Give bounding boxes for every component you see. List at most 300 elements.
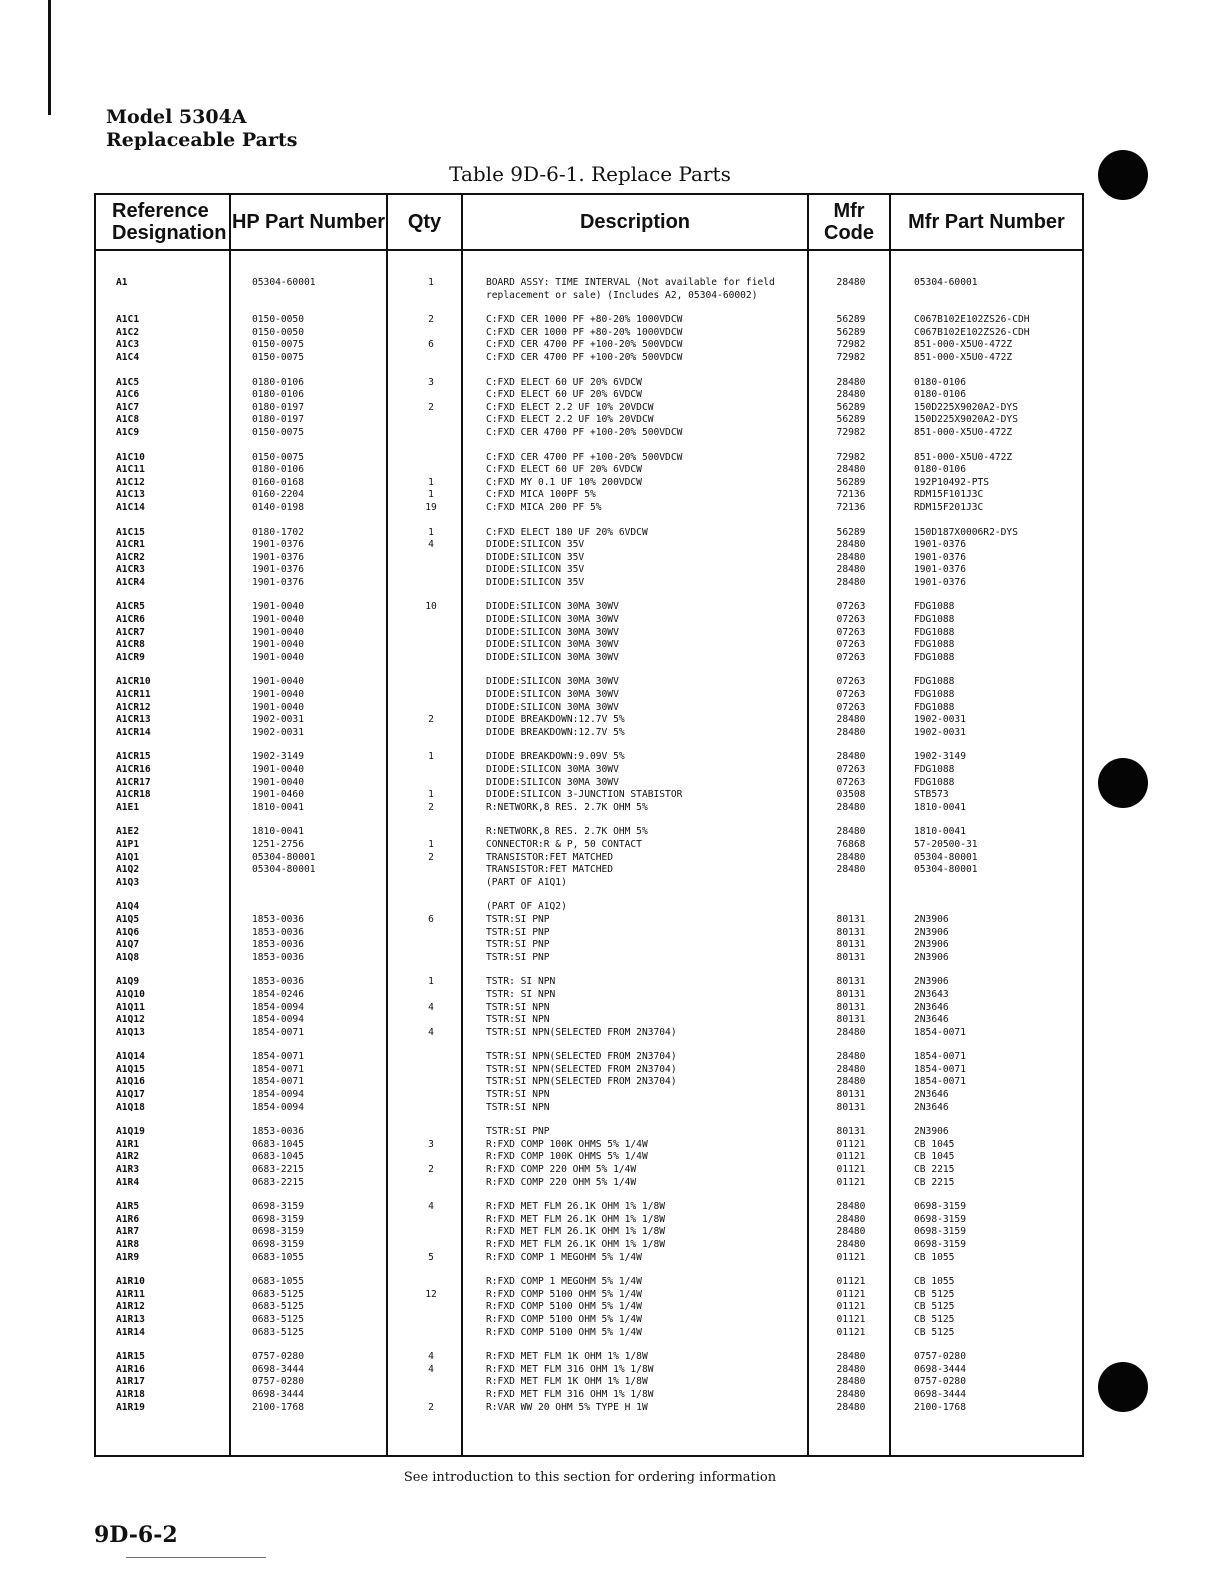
quantity-cell: 4 [428,1363,434,1375]
mfr-part-number-cell: 05304-60001 [914,277,978,288]
mfr-part-number-cell: RDM15F101J3C [914,489,984,501]
hp-part-number-cell: 1901-0460 [252,789,304,801]
reference-designation-cell: A1CR9 [116,651,145,663]
mfr-part-number-cell: CB 5125 [914,1326,955,1338]
quantity-cell: 1 [428,751,434,763]
mfr-code-cell: 28480 [836,1388,866,1400]
description-cell: DIODE:SILICON 35V [486,564,585,576]
mfr-part-number-cell: CB 2215 [914,1164,955,1176]
table-row [96,839,1082,852]
hp-part-number-cell: 0150-0050 [252,314,304,326]
mfr-code-cell: 28480 [836,1239,866,1250]
hp-part-number-cell: 0683-1055 [252,1251,304,1263]
table-row [96,277,1082,290]
description-cell: C:FXD CER 4700 PF +100-20% 500VDCW [486,339,683,351]
quantity-cell: 3 [428,376,434,388]
mfr-code-cell: 28480 [836,826,866,838]
mfr-code-cell: 03508 [836,789,866,801]
description-cell: C:FXD ELECT 60 UF 20% 6VDCW [486,389,642,401]
table-row [96,777,1082,790]
table-row [96,427,1082,440]
reference-designation-cell: A1CR8 [116,639,145,651]
reference-designation-cell: A1CR2 [116,551,145,563]
hp-part-number-cell: 0150-0075 [252,339,304,351]
hp-part-number-cell: 0180-0197 [252,414,304,426]
description-cell: TSTR:SI PNP [486,913,550,925]
reference-designation-cell: A1CR11 [116,689,151,701]
hp-part-number-cell: 1902-3149 [252,751,304,763]
reference-designation-cell: A1CR1 [116,539,145,551]
mfr-code-cell: 72982 [836,451,866,463]
table-row [96,1239,1082,1252]
reference-designation-cell: A1CR10 [116,676,151,688]
description-cell: DIODE:SILICON 35V [486,551,585,563]
description-cell: TSTR:SI NPN(SELECTED FROM 2N3704) [486,1026,677,1038]
description-cell: R:FXD COMP 5100 OHM 5% 1/4W [486,1326,642,1338]
hp-part-number-cell: 1251-2756 [252,838,304,850]
mfr-part-number-cell: FDG1088 [914,701,955,713]
reference-designation-cell: A1R11 [116,1288,145,1300]
hp-part-number-cell: 1854-0071 [252,1076,304,1088]
table-row [96,1027,1082,1040]
mfr-code-cell: 01121 [836,1326,866,1338]
table-row [96,1252,1082,1265]
link-underline [126,1557,266,1558]
reference-designation-cell: A1R3 [116,1164,140,1176]
hp-part-number-cell: 1901-0040 [252,601,304,613]
hp-part-number-cell: 0698-3159 [252,1226,304,1238]
hp-part-number-cell: 1901-0040 [252,701,304,713]
hp-part-number-cell: 0150-0050 [252,326,304,338]
mfr-code-cell: 28480 [836,464,866,476]
hp-part-number-cell: 1854-0246 [252,988,304,1000]
mfr-part-number-cell: CB 2215 [914,1176,955,1188]
description-cell: C:FXD CER 4700 PF +100-20% 500VDCW [486,351,683,363]
table-row [96,702,1082,715]
reference-designation-cell: A1Q17 [116,1089,145,1101]
description-cell: R:NETWORK,8 RES. 2.7K OHM 5% [486,826,648,838]
mfr-code-cell: 07263 [836,676,866,688]
reference-designation-cell: A1R14 [116,1326,145,1338]
mfr-part-number-cell: 1902-0031 [914,726,966,738]
description-cell: TSTR:SI PNP [486,939,550,951]
table-row [96,290,1082,303]
description-cell: R:VAR WW 20 OHM 5% TYPE H 1W [486,1401,648,1413]
hp-part-number-cell: 1854-0071 [252,1063,304,1075]
mfr-code-cell: 01121 [836,1288,866,1300]
mfr-part-number-cell: 851-000-X5U0-472Z [914,426,1013,438]
quantity-cell: 4 [428,1001,434,1013]
hp-part-number-cell: 1853-0036 [252,1126,304,1138]
description-cell: DIODE:SILICON 3-JUNCTION STABISTOR [486,789,683,801]
mfr-part-number-cell: 2N3906 [914,951,949,963]
mfr-code-cell: 28480 [836,1213,866,1225]
hp-part-number-cell: 2100-1768 [252,1401,304,1413]
hp-part-number-cell: 1853-0036 [252,939,304,951]
hp-part-number-cell: 1853-0036 [252,913,304,925]
description-cell: C:FXD CER 1000 PF +80-20% 1000VDCW [486,326,683,338]
mfr-part-number-cell: FDG1088 [914,776,955,788]
description-cell: TSTR:SI NPN(SELECTED FROM 2N3704) [486,1076,677,1088]
table-row [96,714,1082,727]
mfr-code-cell: 28480 [836,714,866,726]
reference-designation-cell: A1R10 [116,1276,145,1288]
reference-designation-cell: A1Q5 [116,913,140,925]
description-cell: C:FXD MICA 200 PF 5% [486,501,602,513]
table-row [96,1301,1082,1314]
mfr-part-number-cell: 2N3906 [914,976,949,988]
mfr-part-number-cell: 0757-0280 [914,1351,966,1363]
quantity-cell: 6 [428,913,434,925]
punch-hole-top [1098,150,1148,200]
reference-designation-cell: A1R8 [116,1239,140,1250]
quantity-cell: 2 [428,401,434,413]
table-row [96,1064,1082,1077]
mfr-code-cell: 01121 [836,1151,866,1163]
table-row [96,914,1082,927]
table-row [96,1177,1082,1190]
mfr-code-cell: 72982 [836,339,866,351]
mfr-part-number-cell: 150D225X9020A2-DYS [914,401,1018,413]
reference-designation-cell: A1Q2 [116,864,140,876]
quantity-cell: 1 [428,976,434,988]
table-row [96,1226,1082,1239]
mfr-code-cell: 01121 [836,1301,866,1313]
quantity-cell: 2 [428,714,434,726]
table-row [96,789,1082,802]
hp-part-number-cell: 1901-0376 [252,551,304,563]
reference-designation-cell: A1Q7 [116,939,140,951]
description-cell: C:FXD CER 4700 PF +100-20% 500VDCW [486,451,683,463]
reference-designation-cell: A1C14 [116,501,145,513]
description-cell: R:FXD COMP 5100 OHM 5% 1/4W [486,1313,642,1325]
reference-designation-cell: A1Q16 [116,1076,145,1088]
hp-part-number-cell: 1854-0094 [252,1101,304,1113]
description-cell: (PART OF A1Q2) [486,901,567,913]
hp-part-number-cell: 0698-3159 [252,1213,304,1225]
reference-designation-cell: A1R19 [116,1401,145,1413]
description-cell: TSTR: SI NPN [486,988,556,1000]
table-row [96,402,1082,415]
reference-designation-cell: A1C6 [116,389,140,401]
description-cell: R:FXD MET FLM 26.1K OHM 1% 1/8W [486,1239,666,1250]
model-title: Model 5304A [106,106,247,128]
mfr-part-number-cell: CB 1045 [914,1138,955,1150]
mfr-part-number-cell: 2N3906 [914,913,949,925]
reference-designation-cell: A1CR17 [116,776,151,788]
hp-part-number-cell: 0683-5125 [252,1301,304,1313]
mfr-part-number-cell: 2100-1768 [914,1401,966,1413]
mfr-part-number-cell: 192P10492-PTS [914,476,990,488]
mfr-part-number-cell: 2N3646 [914,1089,949,1101]
hp-part-number-cell: 1810-0041 [252,801,304,813]
mfr-code-cell: 28480 [836,851,866,863]
mfr-part-number-cell: RDM15F201J3C [914,501,984,513]
mfr-part-number-cell: CB 5125 [914,1313,955,1325]
mfr-code-cell: 28480 [836,1076,866,1088]
description-cell: TSTR: SI NPN [486,976,556,988]
footer-note: See introduction to this section for ordering information [403,1470,777,1485]
reference-designation-cell: A1CR14 [116,726,151,738]
parts-table [94,193,1084,1457]
mfr-code-cell: 07263 [836,701,866,713]
table-row [96,864,1082,877]
description-cell: R:FXD COMP 1 MEGOHM 5% 1/4W [486,1276,642,1288]
mfr-code-cell: 28480 [836,576,866,588]
hp-part-number-cell: 0140-0198 [252,501,304,513]
hp-part-number-cell: 1854-0071 [252,1026,304,1038]
mfr-part-number-cell: 1810-0041 [914,826,966,838]
mfr-code-cell: 01121 [836,1251,866,1263]
reference-designation-cell: A1CR5 [116,601,145,613]
mfr-part-number-cell: 851-000-X5U0-472Z [914,351,1013,363]
description-cell: DIODE:SILICON 30MA 30WV [486,639,619,651]
mfr-part-number-cell: 1854-0071 [914,1076,966,1088]
reference-designation-cell: A1C4 [116,351,140,363]
mfr-part-number-cell: 0698-3159 [914,1213,966,1225]
reference-designation-cell: A1C1 [116,314,140,326]
hp-part-number-cell: 0698-3159 [252,1239,304,1250]
reference-designation-cell: A1CR15 [116,751,151,763]
hp-part-number-cell: 1902-0031 [252,714,304,726]
table-row [96,1139,1082,1152]
mfr-code-cell: 07263 [836,776,866,788]
hp-part-number-cell: 1901-0040 [252,626,304,638]
hp-part-number-cell: 1853-0036 [252,926,304,938]
description-cell: C:FXD ELECT 2.2 UF 10% 20VDCW [486,414,654,426]
reference-designation-cell: A1E2 [116,826,140,838]
mfr-part-number-cell: 2N3643 [914,988,949,1000]
reference-designation-cell: A1C5 [116,376,140,388]
description-cell: TSTR:SI NPN [486,1101,550,1113]
mfr-code-cell: 28480 [836,1051,866,1063]
reference-designation-cell: A1C2 [116,326,140,338]
hp-part-number-cell: 1854-0094 [252,1001,304,1013]
hp-part-number-cell: 0150-0075 [252,426,304,438]
quantity-cell: 3 [428,1138,434,1150]
hp-part-number-cell: 05304-80001 [252,851,316,863]
quantity-cell: 4 [428,1201,434,1213]
reference-designation-cell: A1Q19 [116,1126,145,1138]
reference-designation-cell: A1R18 [116,1388,145,1400]
table-row [96,676,1082,689]
table-row [96,1402,1082,1415]
header-divider [96,249,1082,251]
table-row [96,414,1082,427]
reference-designation-cell: A1C3 [116,339,140,351]
table-row [96,389,1082,402]
quantity-cell: 2 [428,314,434,326]
hp-part-number-cell: 0683-1055 [252,1276,304,1288]
mfr-part-number-cell: 1901-0376 [914,576,966,588]
reference-designation-cell: A1CR13 [116,714,151,726]
hp-part-number-cell: 1901-0376 [252,576,304,588]
reference-designation-cell: A1Q6 [116,926,140,938]
mfr-code-cell: 80131 [836,1101,866,1113]
description-cell: C:FXD CER 4700 PF +100-20% 500VDCW [486,426,683,438]
table-row [96,989,1082,1002]
mfr-code-cell: 28480 [836,864,866,876]
reference-designation-cell: A1R15 [116,1351,145,1363]
hp-part-number-cell: 0180-0197 [252,401,304,413]
mfr-part-number-cell: 1810-0041 [914,801,966,813]
description-cell: C:FXD MICA 100PF 5% [486,489,596,501]
mfr-part-number-cell: 2N3906 [914,1126,949,1138]
mfr-part-number-cell: 05304-80001 [914,864,978,876]
mfr-code-cell: 01121 [836,1138,866,1150]
table-row [96,1201,1082,1214]
quantity-cell: 5 [428,1251,434,1263]
mfr-part-number-cell: 2N3646 [914,1101,949,1113]
col-header-description: Description [579,211,691,233]
table-row [96,751,1082,764]
quantity-cell: 1 [428,789,434,801]
mfr-part-number-cell: 1902-0031 [914,714,966,726]
description-cell: TSTR:SI PNP [486,926,550,938]
table-row [96,1327,1082,1340]
mfr-code-cell: 56289 [836,314,866,326]
description-cell: TSTR:SI PNP [486,951,550,963]
quantity-cell: 6 [428,339,434,351]
mfr-code-cell: 28480 [836,564,866,576]
reference-designation-cell: A1CR3 [116,564,145,576]
mfr-code-cell: 56289 [836,476,866,488]
quantity-cell: 12 [425,1288,437,1300]
hp-part-number-cell: 1902-0031 [252,726,304,738]
table-row [96,877,1082,890]
mfr-part-number-cell: 0698-3444 [914,1388,966,1400]
table-row [96,1151,1082,1164]
hp-part-number-cell: 1901-0040 [252,639,304,651]
mfr-code-cell: 28480 [836,1401,866,1413]
hp-part-number-cell: 0683-5125 [252,1288,304,1300]
description-cell: R:FXD MET FLM 316 OHM 1% 1/8W [486,1388,654,1400]
description-cell: R:FXD COMP 100K OHMS 5% 1/4W [486,1138,648,1150]
table-row [96,1089,1082,1102]
reference-designation-cell: A1Q3 [116,876,140,888]
description-cell: TRANSISTOR:FET MATCHED [486,864,614,876]
hp-part-number-cell: 1854-0094 [252,1089,304,1101]
hp-part-number-cell: 0757-0280 [252,1351,304,1363]
mfr-code-cell: 28480 [836,389,866,401]
reference-designation-cell: A1Q12 [116,1014,145,1026]
mfr-part-number-cell: CB 1055 [914,1251,955,1263]
quantity-cell: 1 [428,838,434,850]
hp-part-number-cell: 0683-1045 [252,1151,304,1163]
mfr-code-cell: 07263 [836,639,866,651]
mfr-code-cell: 07263 [836,614,866,626]
mfr-code-cell: 01121 [836,1176,866,1188]
table-row [96,339,1082,352]
description-cell: C:FXD ELECT 60 UF 20% 6VDCW [486,376,642,388]
mfr-part-number-cell: 1901-0376 [914,564,966,576]
hp-part-number-cell: 1901-0376 [252,564,304,576]
table-row [96,489,1082,502]
reference-designation-cell: A1CR4 [116,576,145,588]
mfr-part-number-cell: FDG1088 [914,639,955,651]
mfr-part-number-cell: 0698-3159 [914,1239,966,1250]
reference-designation-cell: A1Q4 [116,901,140,913]
description-cell: R:FXD COMP 5100 OHM 5% 1/4W [486,1301,642,1313]
hp-part-number-cell: 1853-0036 [252,951,304,963]
reference-designation-cell: A1 [116,277,128,288]
quantity-cell: 2 [428,1401,434,1413]
mfr-code-cell: 80131 [836,1089,866,1101]
reference-designation-cell: A1C13 [116,489,145,501]
hp-part-number-cell: 1853-0036 [252,976,304,988]
mfr-code-cell: 28480 [836,1376,866,1388]
description-cell: replacement or sale) (Includes A2, 05304-60002) [486,289,758,301]
quantity-cell: 2 [428,801,434,813]
hp-part-number-cell: 0683-2215 [252,1164,304,1176]
table-row [96,852,1082,865]
hp-part-number-cell: 0180-1702 [252,526,304,538]
description-cell: R:FXD COMP 220 OHM 5% 1/4W [486,1164,637,1176]
table-row [96,927,1082,940]
table-row [96,477,1082,490]
mfr-code-cell: 01121 [836,1164,866,1176]
hp-part-number-cell: 05304-80001 [252,864,316,876]
reference-designation-cell: A1E1 [116,801,140,813]
description-cell: DIODE:SILICON 30MA 30WV [486,601,619,613]
reference-designation-cell: A1Q15 [116,1063,145,1075]
table-row [96,1102,1082,1115]
description-cell: CONNECTOR:R & P, 50 CONTACT [486,838,642,850]
description-cell: R:FXD MET FLM 316 OHM 1% 1/8W [486,1363,654,1375]
hp-part-number-cell: 1901-0376 [252,539,304,551]
table-row [96,601,1082,614]
hp-part-number-cell: 1901-0040 [252,676,304,688]
col-header-mfr-code: Mfr Code [824,200,874,244]
mfr-part-number-cell: 0180-0106 [914,389,966,401]
description-cell: BOARD ASSY: TIME INTERVAL (Not available for field [486,277,775,288]
table-row [96,539,1082,552]
hp-part-number-cell: 0160-2204 [252,489,304,501]
mfr-part-number-cell: FDG1088 [914,626,955,638]
page-number: 9D-6-2 [94,1522,178,1548]
description-cell: DIODE:SILICON 30MA 30WV [486,689,619,701]
mfr-part-number-cell: 851-000-X5U0-472Z [914,451,1013,463]
table-row [96,764,1082,777]
description-cell: C:FXD ELECT 2.2 UF 10% 20VDCW [486,401,654,413]
description-cell: TSTR:SI NPN [486,1001,550,1013]
mfr-code-cell: 07263 [836,764,866,775]
description-cell: R:FXD MET FLM 26.1K OHM 1% 1/8W [486,1213,666,1225]
col-header-hp-part-number: HP Part Number [231,211,385,233]
mfr-code-cell: 80131 [836,939,866,951]
description-cell: DIODE:SILICON 30MA 30WV [486,614,619,626]
description-cell: TSTR:SI NPN(SELECTED FROM 2N3704) [486,1063,677,1075]
description-cell: R:FXD MET FLM 26.1K OHM 1% 1/8W [486,1226,666,1238]
mfr-code-cell: 28480 [836,1201,866,1213]
mfr-code-cell: 76868 [836,838,866,850]
hp-part-number-cell: 1854-0094 [252,1014,304,1026]
mfr-code-cell: 28480 [836,726,866,738]
description-cell: R:FXD COMP 1 MEGOHM 5% 1/4W [486,1251,642,1263]
mfr-code-cell: 28480 [836,277,866,288]
reference-designation-cell: A1R16 [116,1363,145,1375]
hp-part-number-cell: 0180-0106 [252,376,304,388]
hp-part-number-cell: 0757-0280 [252,1376,304,1388]
reference-designation-cell: A1R4 [116,1176,140,1188]
table-row [96,1351,1082,1364]
table-row [96,452,1082,465]
mfr-part-number-cell: 0698-3444 [914,1363,966,1375]
quantity-cell: 10 [425,601,437,613]
mfr-code-cell: 28480 [836,539,866,551]
mfr-part-number-cell: 1901-0376 [914,539,966,551]
col-header-mfr-part-number: Mfr Part Number [908,211,1065,233]
